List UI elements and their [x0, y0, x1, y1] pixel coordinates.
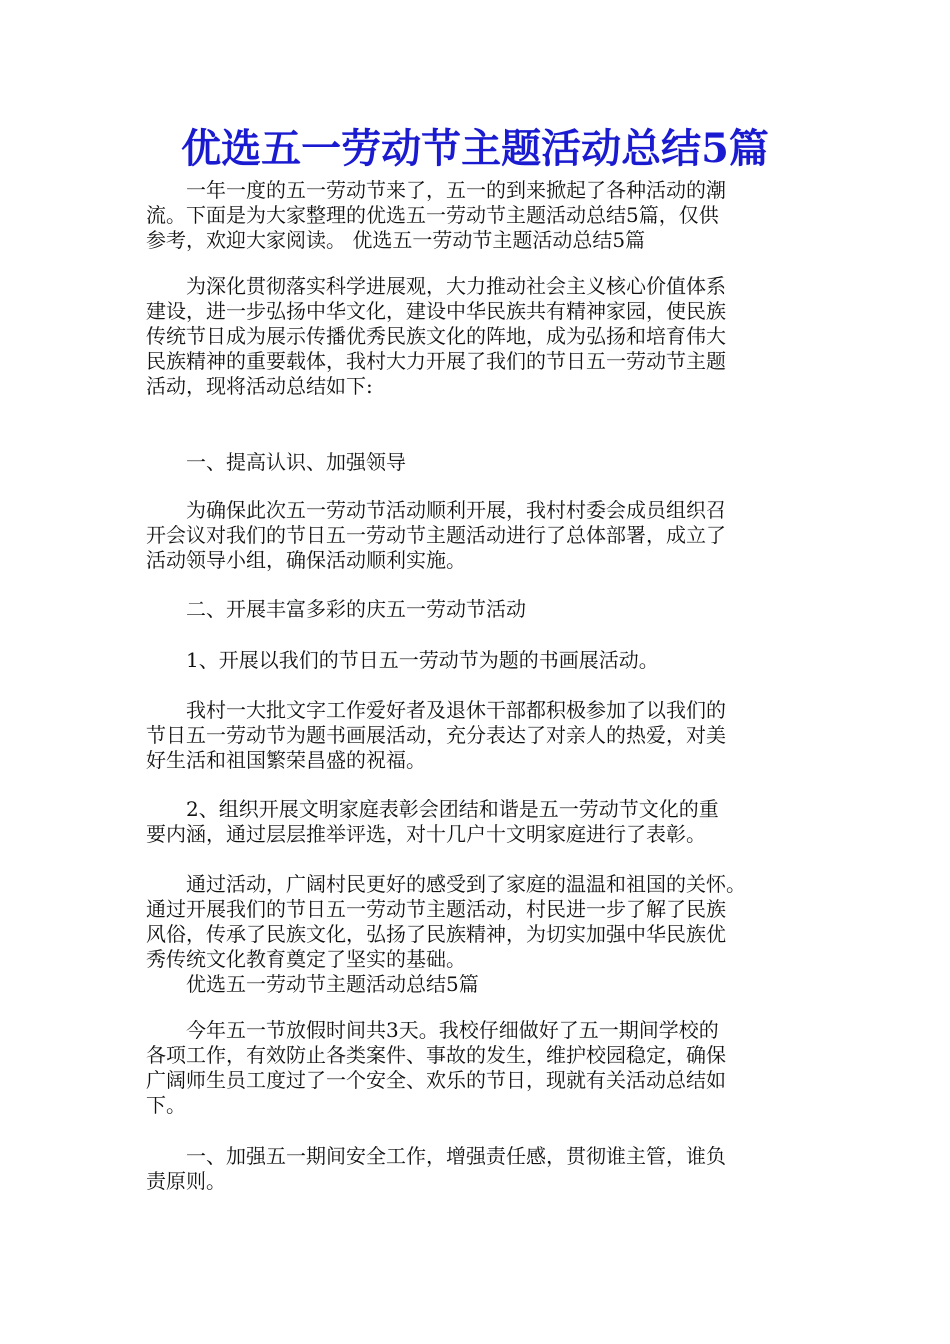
body-paragraph — [146, 1018, 811, 1118]
document-title: 优选五一劳动节主题活动总结5篇 — [181, 125, 769, 172]
body-paragraph — [146, 797, 811, 847]
text-line: 二、开展丰富多彩的庆五一劳动节活动 — [146, 597, 526, 621]
section-heading — [146, 450, 811, 475]
intro-paragraph — [146, 178, 811, 253]
text-line: 一、加强五一期间安全工作，增强责任感，贯彻谁主管，谁负 — [146, 1144, 726, 1168]
text-line: 为深化贯彻落实科学进展观，大力推动社会主义核心价值体系 — [146, 274, 726, 298]
text-line: 开会议对我们的节日五一劳动节主题活动进行了总体部署，成立了 — [146, 523, 726, 547]
text-line: 一、提高认识、加强领导 — [146, 450, 406, 474]
text-line: 流。下面是为大家整理的优选五一劳动节主题活动总结5篇，仅供 — [146, 203, 719, 227]
text-line: 好生活和祖国繁荣昌盛的祝福。 — [146, 748, 426, 772]
text-line: 我村一大批文字工作爱好者及退休干部都积极参加了以我们的 — [146, 698, 726, 722]
text-line: 优选五一劳动节主题活动总结5篇 — [146, 972, 479, 996]
text-line: 节日五一劳动节为题书画展活动，充分表达了对亲人的热爱，对美 — [146, 723, 726, 747]
text-line: 广阔师生员工度过了一个安全、欢乐的节日，现就有关活动总结如 — [146, 1068, 726, 1092]
text-line: 通过活动，广阔村民更好的感受到了家庭的温温和祖国的关怀。 — [146, 872, 746, 896]
text-line: 一年一度的五一劳动节来了，五一的到来掀起了各种活动的潮 — [146, 178, 726, 202]
text-line: 下。 — [146, 1093, 186, 1117]
text-line: 要内涵，通过层层推举评选，对十几户十文明家庭进行了表彰。 — [146, 822, 706, 846]
sub-heading — [146, 648, 811, 673]
text-line: 活动，现将活动总结如下: — [146, 374, 373, 398]
text-line: 活动领导小组，确保活动顺利实施。 — [146, 548, 466, 572]
section-heading — [146, 597, 811, 622]
body-paragraph — [146, 274, 811, 399]
text-line: 2、组织开展文明家庭表彰会团结和谐是五一劳动节文化的重 — [146, 797, 719, 821]
text-line: 建设，进一步弘扬中华文化，建设中华民族共有精神家园，使民族 — [146, 299, 726, 323]
body-paragraph — [146, 498, 811, 573]
text-line: 各项工作，有效防止各类案件、事故的发生，维护校园稳定，确保 — [146, 1043, 726, 1067]
body-paragraph — [146, 1144, 811, 1194]
text-line: 传统节日成为展示传播优秀民族文化的阵地，成为弘扬和培育伟大 — [146, 324, 726, 348]
text-line: 风俗，传承了民族文化，弘扬了民族精神，为切实加强中华民族优 — [146, 922, 726, 946]
body-paragraph — [146, 872, 811, 997]
text-line: 秀传统文化教育奠定了坚实的基础。 — [146, 947, 466, 971]
text-line: 为确保此次五一劳动节活动顺利开展，我村村委会成员组织召 — [146, 498, 726, 522]
body-paragraph — [146, 698, 811, 773]
text-line: 1、开展以我们的节日五一劳动节为题的书画展活动。 — [146, 648, 659, 672]
text-line: 参考，欢迎大家阅读。 优选五一劳动节主题活动总结5篇 — [146, 228, 646, 252]
text-line: 民族精神的重要载体，我村大力开展了我们的节日五一劳动节主题 — [146, 349, 726, 373]
text-line: 今年五一节放假时间共3天。我校仔细做好了五一期间学校的 — [146, 1018, 719, 1042]
text-line: 通过开展我们的节日五一劳动节主题活动，村民进一步了解了民族 — [146, 897, 726, 921]
text-line: 责原则。 — [146, 1169, 226, 1193]
